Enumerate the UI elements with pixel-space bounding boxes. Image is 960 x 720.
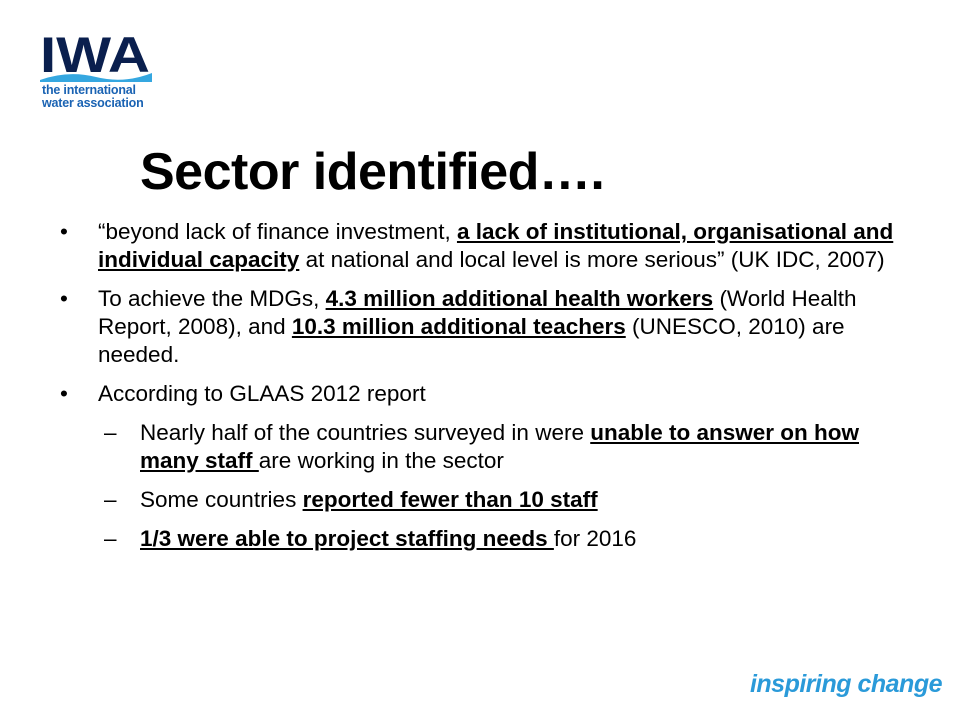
sub-bullet-item xyxy=(58,525,908,553)
slide-title: Sector identified…. xyxy=(140,143,605,201)
bullet-item xyxy=(58,380,908,408)
iwa-logo xyxy=(40,30,160,110)
body-text: at national and local level is more serious” (UK IDC, 2007) xyxy=(299,247,885,272)
sub-bullet-item xyxy=(58,419,908,475)
bullet-marker: • xyxy=(60,286,68,311)
iwa-logo-mark xyxy=(40,30,152,82)
body-text: (UNESCO, 2010) are needed. xyxy=(98,314,845,367)
emphasis-text: 1/3 were able to project staffing needs xyxy=(140,526,554,551)
bullet-marker: • xyxy=(60,381,68,406)
body-text: (World Health Report, 2008), and xyxy=(98,286,857,339)
body-text: “beyond lack of finance investment, xyxy=(98,219,457,244)
body-text: Nearly half of the countries surveyed in were xyxy=(140,420,591,445)
body-text: Some countries xyxy=(140,487,303,512)
body-text: To achieve the MDGs, xyxy=(98,286,326,311)
emphasis-text: a lack of institutional, organisational and individual capacity xyxy=(98,219,894,272)
bullet-marker: • xyxy=(60,219,68,244)
dash-marker: – xyxy=(104,526,117,551)
bullet-item xyxy=(58,218,908,274)
emphasis-text: unable to answer on how many staff xyxy=(140,420,860,473)
emphasis-text: 4.3 million additional health workers xyxy=(325,286,714,311)
dash-marker: – xyxy=(104,420,117,445)
logo-line-2: water association xyxy=(42,96,144,110)
body-text: for 2016 xyxy=(553,526,637,551)
bullet-item xyxy=(58,285,908,369)
dash-marker: – xyxy=(104,487,117,512)
body-text: According to GLAAS 2012 report xyxy=(98,381,426,406)
logo-line-1: the international xyxy=(42,83,136,97)
logo-mark-text: IWA xyxy=(40,30,150,82)
tagline: inspiring change xyxy=(749,670,942,698)
emphasis-text: 10.3 million additional teachers xyxy=(291,314,626,339)
emphasis-text: reported fewer than 10 staff xyxy=(302,487,598,512)
bullet-list xyxy=(58,218,908,564)
sub-bullet-item xyxy=(58,486,908,514)
body-text: are working in the sector xyxy=(258,448,504,473)
